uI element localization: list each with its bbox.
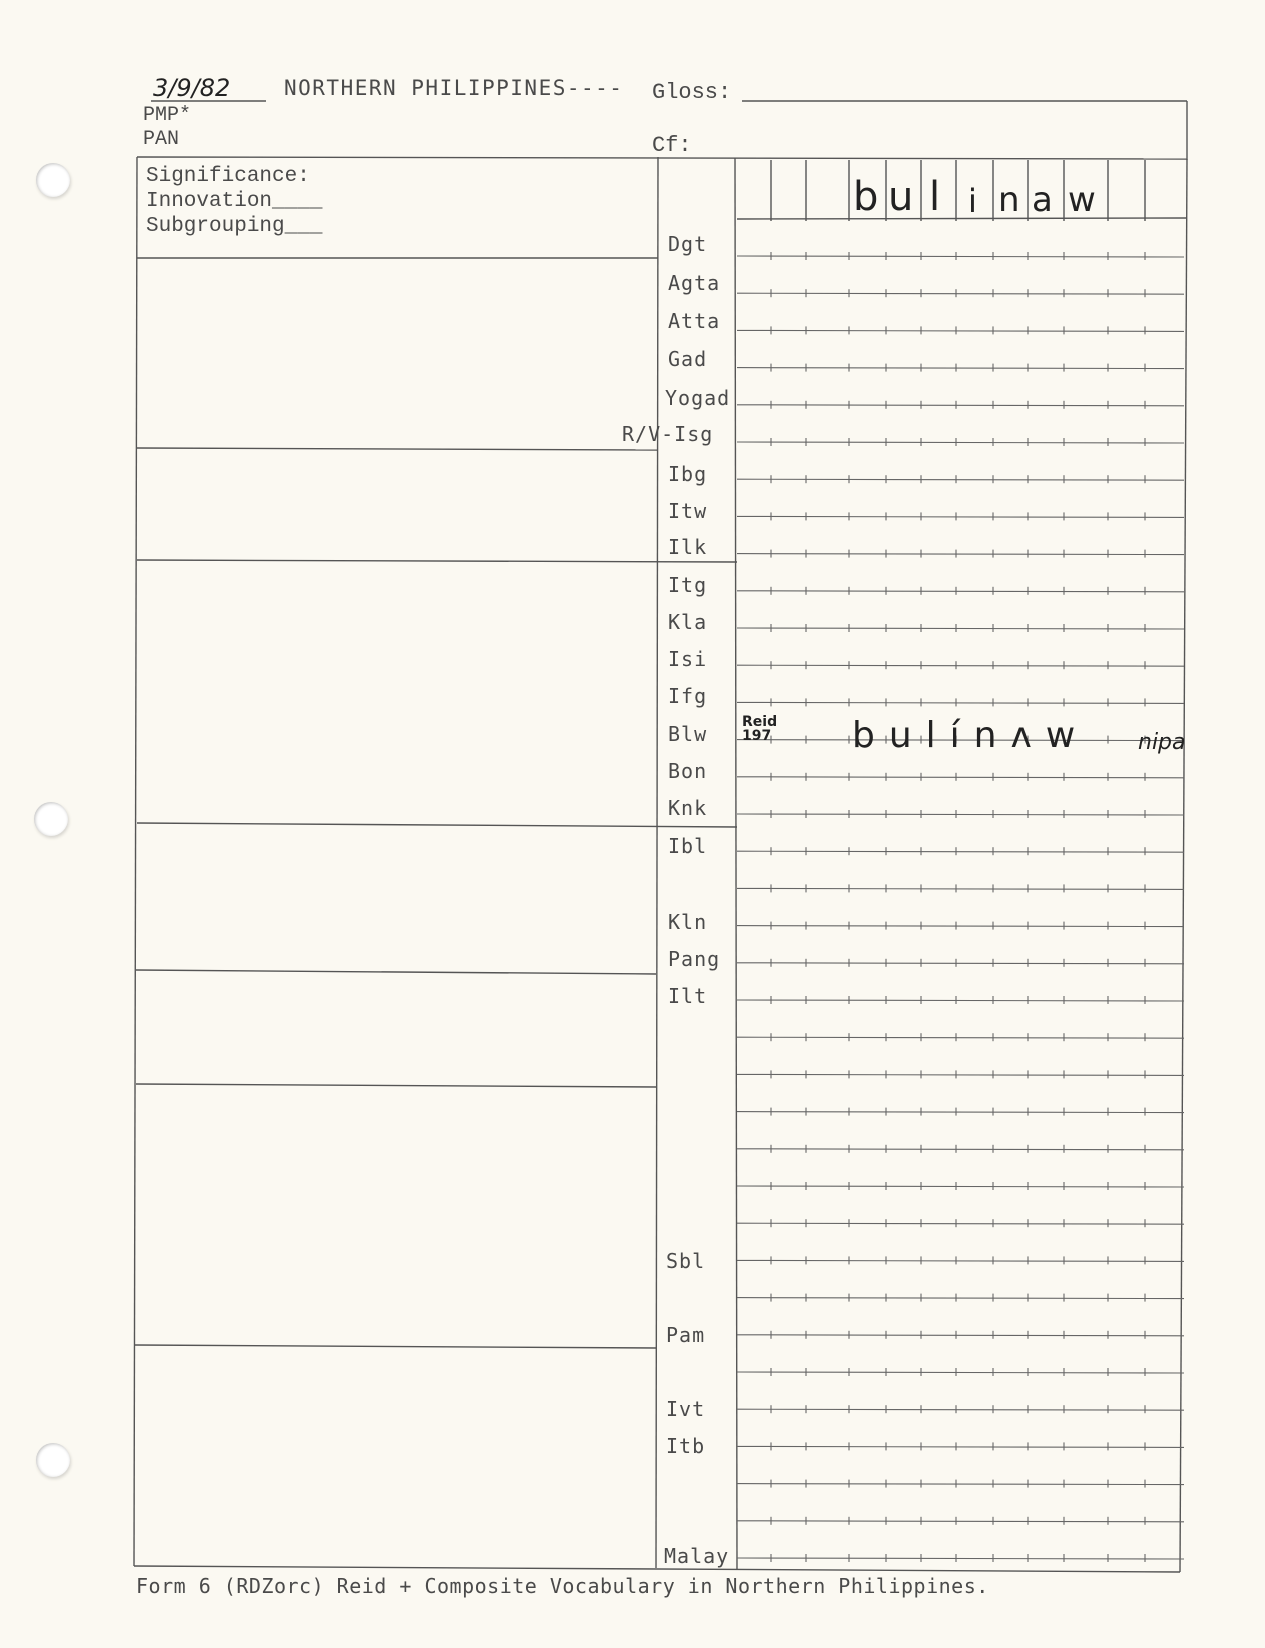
lang-pam: Pam xyxy=(666,1323,706,1347)
entry-gloss: nipa xyxy=(1138,730,1186,755)
entry-rule-line xyxy=(737,1074,1184,1075)
entry-rule-line xyxy=(737,256,1184,257)
entry-rule-line xyxy=(737,591,1184,592)
lang-ifg: Ifg xyxy=(668,684,708,708)
headword-letter: n xyxy=(998,180,1020,220)
entry-rule-line xyxy=(737,1186,1184,1187)
lang-dgt: Dgt xyxy=(668,232,708,256)
entry-rule-line xyxy=(737,1558,1184,1559)
lang-ibg: Ibg xyxy=(668,462,708,486)
entry-rule-line xyxy=(737,293,1184,294)
entry-rule-line xyxy=(737,702,1184,703)
lang-itb: Itb xyxy=(666,1434,706,1458)
entry-rule-line xyxy=(737,1409,1184,1410)
entry-rule-line xyxy=(737,405,1184,406)
entry-rule-line xyxy=(737,1149,1184,1150)
lang-agta: Agta xyxy=(668,271,721,295)
lang-kln: Kln xyxy=(668,910,708,934)
entry-rule-line xyxy=(737,1112,1184,1113)
cf-label: Cf: xyxy=(652,133,692,158)
entry-rule-line xyxy=(737,665,1184,666)
lang-pang: Pang xyxy=(668,947,721,971)
entry-rule-line xyxy=(737,1521,1184,1522)
form-title: NORTHERN PHILIPPINES---- xyxy=(284,76,624,100)
lang-blw: Blw xyxy=(668,722,708,746)
lang-ilk: Ilk xyxy=(668,535,708,559)
lang-isi: Isi xyxy=(668,647,708,671)
lang-knk: Knk xyxy=(668,796,708,820)
entry-rule-line xyxy=(737,628,1184,629)
entry-rule-line xyxy=(737,1298,1184,1299)
pan-label: PAN xyxy=(143,128,180,151)
entry-rule-line xyxy=(737,926,1184,927)
entry-rule-line xyxy=(737,888,1184,889)
entry-rule-line xyxy=(737,777,1184,778)
entry-rule-line xyxy=(737,1260,1184,1261)
entry-rule-line xyxy=(737,554,1184,555)
entry-rule-line xyxy=(737,1484,1184,1485)
lang-malay: Malay xyxy=(664,1544,730,1568)
entry-rule-line xyxy=(737,814,1184,815)
entry-rule-line xyxy=(737,1223,1184,1224)
headword-letter: i xyxy=(968,182,977,220)
lang-gad: Gad xyxy=(668,347,708,371)
innovation-field: Innovation____ xyxy=(146,190,323,213)
entry-rule-line xyxy=(737,516,1184,517)
entry-rule-line xyxy=(737,442,1184,443)
lang-ivt: Ivt xyxy=(666,1397,706,1421)
entry-rule-line xyxy=(737,330,1184,331)
entry-rule-line xyxy=(737,368,1184,369)
entry-rule-line xyxy=(737,1037,1184,1038)
lang-rv-isg: R/V-Isg xyxy=(622,422,714,446)
entry-rule-line xyxy=(737,1372,1184,1373)
lang-ibl: Ibl xyxy=(668,834,708,858)
headword-letter: l xyxy=(929,174,941,220)
headword-letter: u xyxy=(888,174,914,220)
significance-label: Significance: xyxy=(146,165,310,188)
lang-ilt: Ilt xyxy=(668,984,708,1008)
pmp-label: PMP* xyxy=(143,104,192,127)
entry-rule-line xyxy=(737,851,1184,852)
entry-rule-line xyxy=(737,1335,1184,1336)
form-footer: Form 6 (RDZorc) Reid + Composite Vocabulary in Northern Philippines. xyxy=(136,1574,989,1598)
lang-atta: Atta xyxy=(668,309,721,333)
lang-bon: Bon xyxy=(668,759,708,783)
lang-sbl: Sbl xyxy=(666,1249,706,1273)
entry-rule-line xyxy=(737,1446,1184,1447)
entry-rule-line xyxy=(737,1000,1184,1001)
date-field: 3/9/82 xyxy=(153,74,231,102)
lang-itg: Itg xyxy=(668,573,708,597)
entry-form: bulínʌw xyxy=(852,715,1090,756)
lang-kla: Kla xyxy=(668,610,708,634)
entry-source-page: 197 xyxy=(742,728,772,744)
gloss-label: Gloss: xyxy=(652,80,732,105)
subgrouping-field: Subgrouping___ xyxy=(146,215,323,238)
entry-rule-line xyxy=(737,479,1184,480)
headword-letter: b xyxy=(853,174,879,220)
entry-rule-line xyxy=(737,963,1184,964)
lang-itw: Itw xyxy=(668,499,708,523)
entry-source: Reid xyxy=(742,714,778,730)
lang-yogad: Yogad xyxy=(665,386,731,410)
headword-letter: w xyxy=(1068,180,1096,220)
headword-letter: a xyxy=(1032,180,1053,220)
